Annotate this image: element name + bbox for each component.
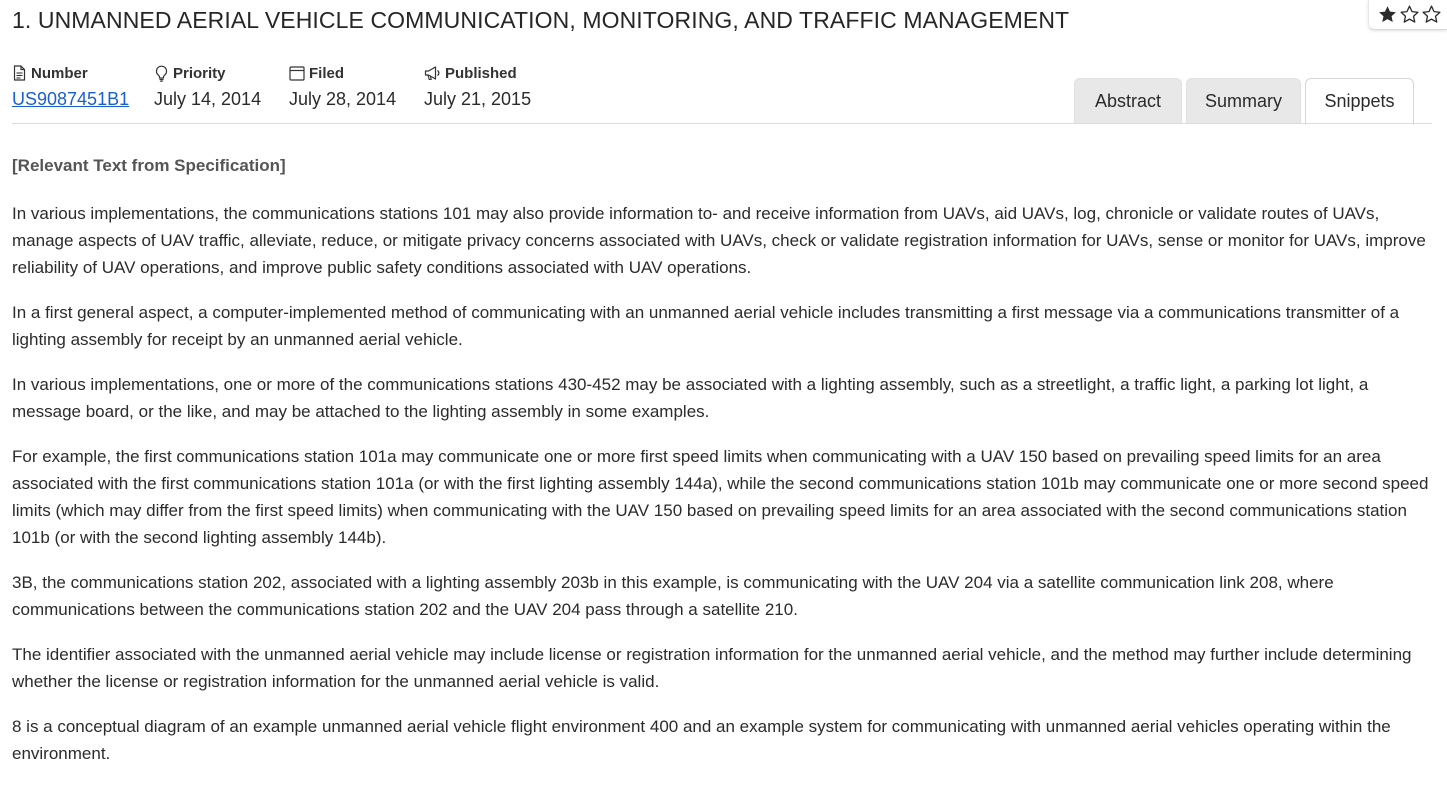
megaphone-icon: [424, 65, 441, 81]
tab-summary[interactable]: Summary: [1186, 78, 1301, 124]
star-outline-icon[interactable]: [1399, 4, 1420, 25]
filed-date: July 28, 2014: [289, 89, 397, 109]
snippet-paragraph: 3B, the communications station 202, associated with a lighting assembly 203b in this example, is communicating with the UAV 204 via a satellite communication link 208, where communications between the communications station 202 and the UAV 204 pass through a satellite 210.: [12, 573, 1334, 619]
calendar-icon: [289, 65, 305, 81]
filed-label: Filed: [309, 64, 345, 82]
published-label: Published: [445, 64, 517, 82]
section-heading: [Relevant Text from Specification]: [12, 156, 286, 175]
meta-priority: [154, 63, 261, 110]
tabs-divider: [12, 123, 1432, 124]
patent-title: 1. UNMANNED AERIAL VEHICLE COMMUNICATION, MONITORING, AND TRAFFIC MANAGEMENT: [12, 7, 1070, 33]
tab-abstract[interactable]: Abstract: [1074, 78, 1182, 124]
snippet-paragraph: In a first general aspect, a computer-implemented method of communicating with an unmanned aerial vehicle includes transmitting a first message via a communications transmitter of a lighting assembly for receipt by an unmanned aerial vehicle.: [12, 303, 1400, 349]
priority-label: Priority: [173, 64, 226, 82]
star-filled-icon[interactable]: [1377, 4, 1398, 25]
priority-date: July 14, 2014: [154, 89, 262, 109]
snippet-paragraph: In various implementations, the communications stations 101 may also provide information to- and receive information from UAVs, aid UAVs, log, chronicle or validate routes of UAVs, manage aspects of UAV traffic, alleviate, reduce, or mitigate privacy concerns associated with UAVs, check or validate registration information for UAVs, sense or monitor for UAVs, improve reliability of UAV operations, and improve public safety conditions associated with UAV operations.: [12, 204, 1426, 277]
meta-filed: [289, 63, 396, 110]
snippet-paragraph: For example, the first communications station 101a may communicate one or more first speed limits when communicating with a UAV 150 based on prevailing speed limits for an area associated with the first communications station 101a (or with the first lighting assembly 144a), while the second communications station 101b may communicate one or more second speed limits (which may differ from the first speed limits) when communicating with the UAV 150 based on prevailing speed limits for an area associated with the second communications station 101b (or with the second lighting assembly 144b).: [12, 447, 1429, 547]
meta-published: [424, 63, 531, 110]
tab-snippets[interactable]: Snippets: [1305, 78, 1414, 125]
snippets-panel: [12, 152, 1432, 785]
snippet-paragraph: 8 is a conceptual diagram of an example unmanned aerial vehicle flight environment 400 and an example system for communicating with unmanned aerial vehicles operating within the environment.: [12, 717, 1391, 763]
star-rating[interactable]: [1368, 0, 1447, 30]
patent-number-link[interactable]: US9087451B1: [12, 89, 130, 109]
view-tabs: [1074, 78, 1414, 125]
meta-number: [12, 63, 129, 110]
number-label: Number: [31, 64, 88, 82]
lightbulb-icon: [154, 65, 169, 82]
snippet-paragraph: In various implementations, one or more of the communications stations 430-452 may be associated with a lighting assembly, such as a streetlight, a traffic light, a parking lot light, a message board, or the like, and may be attached to the lighting assembly in some examples.: [12, 375, 1369, 421]
snippet-paragraph: The identifier associated with the unmanned aerial vehicle may include license or registration information for the unmanned aerial vehicle, and the method may further include determining whether the license or registration information for the unmanned aerial vehicle is valid.: [12, 645, 1412, 691]
star-outline-icon[interactable]: [1421, 4, 1442, 25]
published-date: July 21, 2015: [424, 89, 532, 109]
document-icon: [12, 65, 27, 81]
